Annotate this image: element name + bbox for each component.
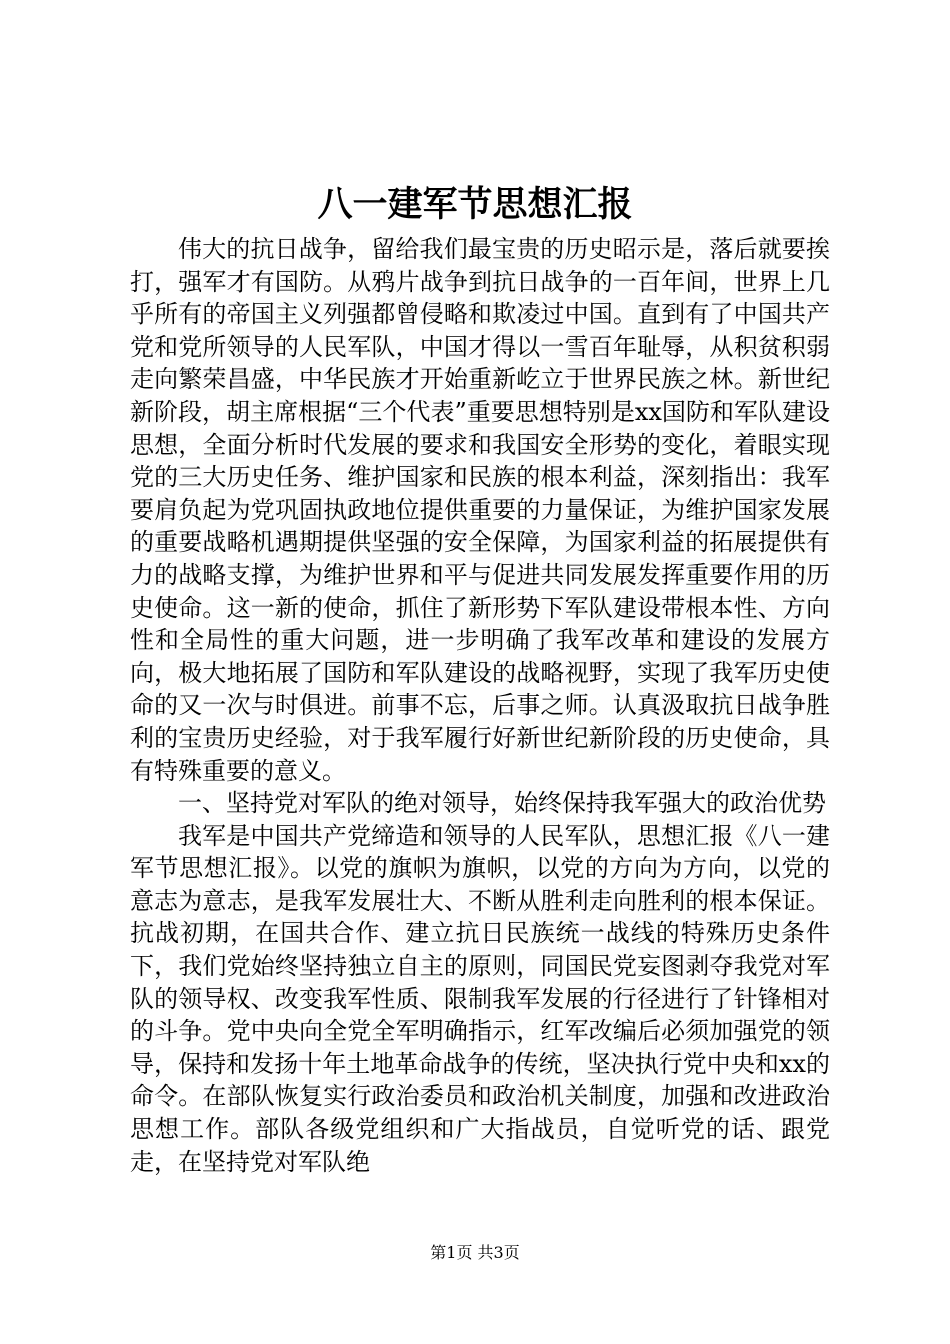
document-title: 八一建军节思想汇报 [317, 184, 633, 225]
page-footer: 第1页 共3页 [430, 1243, 520, 1262]
document-body [130, 233, 830, 1178]
paragraph-1: 伟大的抗日战争，留给我们最宝贵的历史昭示是，落后就要挨打，强军才有国防。从鸦片战争到抗日战争的一百年间，世界上几乎所有的帝国主义列强都曾侵略和欺凌过中国。直到有了中国共产党和党所领导的人民军队，中国才得以一雪百年耻辱，从积贫积弱走向繁荣昌盛，中华民族才开始重新屹立于世界民族之林。新世纪新阶段，胡主席根据“三个代表”重要思想特别是xx国防和军队建设思想，全面分析时代发展的要求和我国安全形势的变化，着眼实现党的三大历史任务、维护国家和民族的根本利益，深刻指出：我军要肩负起为党巩固执政地位提供重要的力量保证，为维护国家发展的重要战略机遇期提供坚强的安全保障，为国家利益的拓展提供有力的战略支撑，为维护世界和平与促进共同发展发挥重要作用的历史使命。这一新的使命，抓住了新形势下军队建设带根本性、方向性和全局性的重大问题，进一步明确了我军改革和建设的发展方向，极大地拓展了国防和军队建设的战略视野，实现了我军历史使命的又一次与时俱进。前事不忘，后事之师。认真汲取抗日战争胜利的宝贵历史经验，对于我军履行好新世纪新阶段的历史使命，具有特殊重要的意义。 [130, 235, 830, 785]
paragraph-2: 我军是中国共产党缔造和领导的人民军队，思想汇报《八一建军节思想汇报》。以党的旗帜为旗帜，以党的方向为方向，以党的意志为意志，是我军发展壮大、不断从胜利走向胜利的根本保证。抗战初期，在国共合作、建立抗日民族统一战线的特殊历史条件下，我们党始终坚持独立自主的原则，同国民党妄图剥夺我党对军队的领导权、改变我军性质、限制我军发展的行径进行了针锋相对的斗争。党中央向全党全军明确指示，红军改编后必须加强党的领导，保持和发扬十年土地革命战争的传统，坚决执行党中央和xx的命令。在部队恢复实行政治委员和政治机关制度，加强和改进政治思想工作。部队各级党组织和广大指战员，自觉听党的话、跟党走，在坚持党对军队绝 [130, 821, 830, 1176]
section-heading: 一、坚持党对军队的绝对领导，始终保持我军强大的政治优势 [178, 789, 826, 818]
